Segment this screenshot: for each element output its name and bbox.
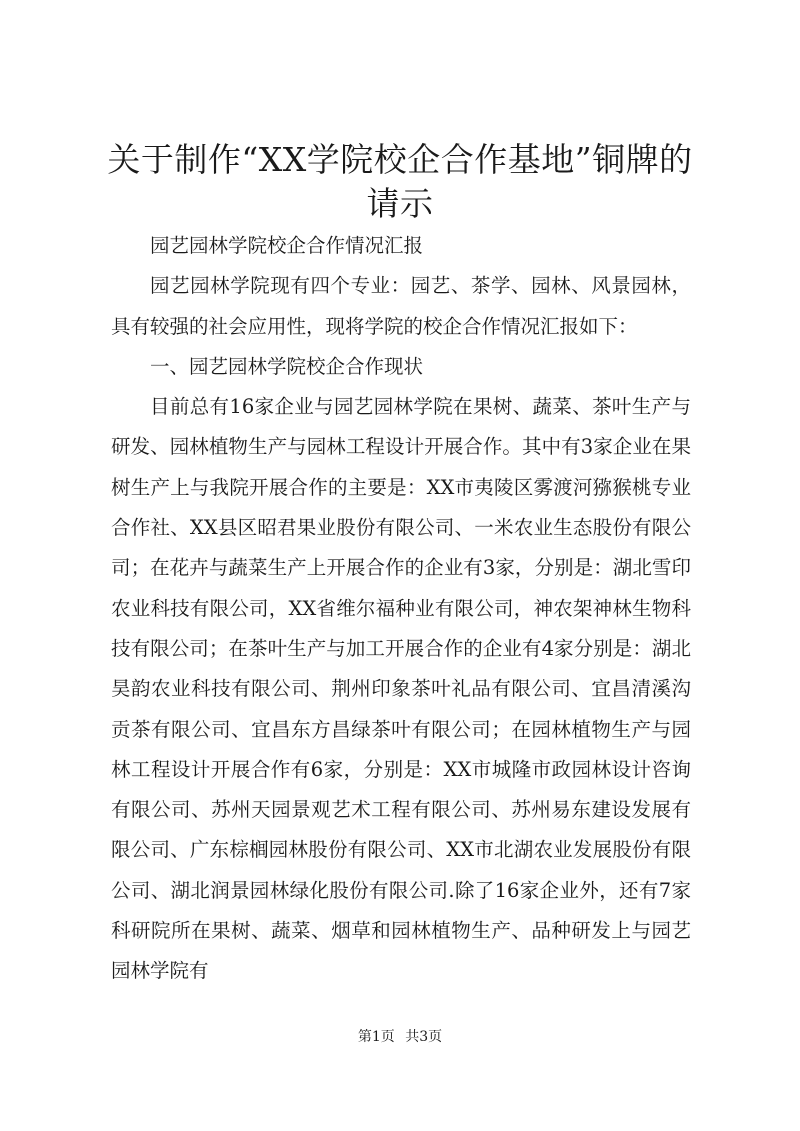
page-footer <box>0 1027 800 1047</box>
intro-paragraph: 园艺园林学院现有四个专业：园艺、茶学、园林、风景园林，具有较强的社会应用性，现将学院的校企合作情况汇报如下： <box>111 274 691 338</box>
document-body <box>111 226 691 992</box>
page-total: 共3页 <box>405 1029 443 1045</box>
document-title: 关于制作“XX学院校企合作基地”铜牌的请示 <box>107 140 693 223</box>
status-paragraph: 目前总有16家企业与园艺园林学院在果树、蔬菜、茶叶生产与研发、园林植物生产与园林工程设计开展合作。其中有3家企业在果树生产上与我院开展合作的主要是：XX市夷陵区雾渡河猕猴桃专业合作社、XX县区昭君果业股份有限公司、一米农业生态股份有限公司；在花卉与蔬菜生产上开展合作的企业有3家，分别是：湖北雪印农业科技有限公司，XX省维尔福种业有限公司，神农架神林生物科技有限公司；在茶叶生产与加工开展合作的企业有4家分别是：湖北昊韵农业科技有限公司、荆州印象茶叶礼品有限公司、宜昌清溪沟贡茶有限公司、宜昌东方昌绿茶叶有限公司；在园林植物生产与园林工程设计开展合作有6家，分别是：XX市城隆市政园林设计咨询有限公司、苏州天园景观艺术工程有限公司、苏州易东建设发展有限公司、广东棕榈园林股份有限公司、XX市北湖农业发展股份有限公司、湖北润景园林绿化股份有限公司.除了16家企业外，还有7家科研院所在果树、蔬菜、烟草和园林植物生产、品种研发上与园艺园林学院有 <box>111 395 691 983</box>
page-number: 第1页 <box>357 1029 395 1045</box>
section-heading-status: 一、园艺园林学院校企合作现状 <box>150 354 424 378</box>
section-heading-report: 园艺园林学院校企合作情况汇报 <box>150 234 424 257</box>
